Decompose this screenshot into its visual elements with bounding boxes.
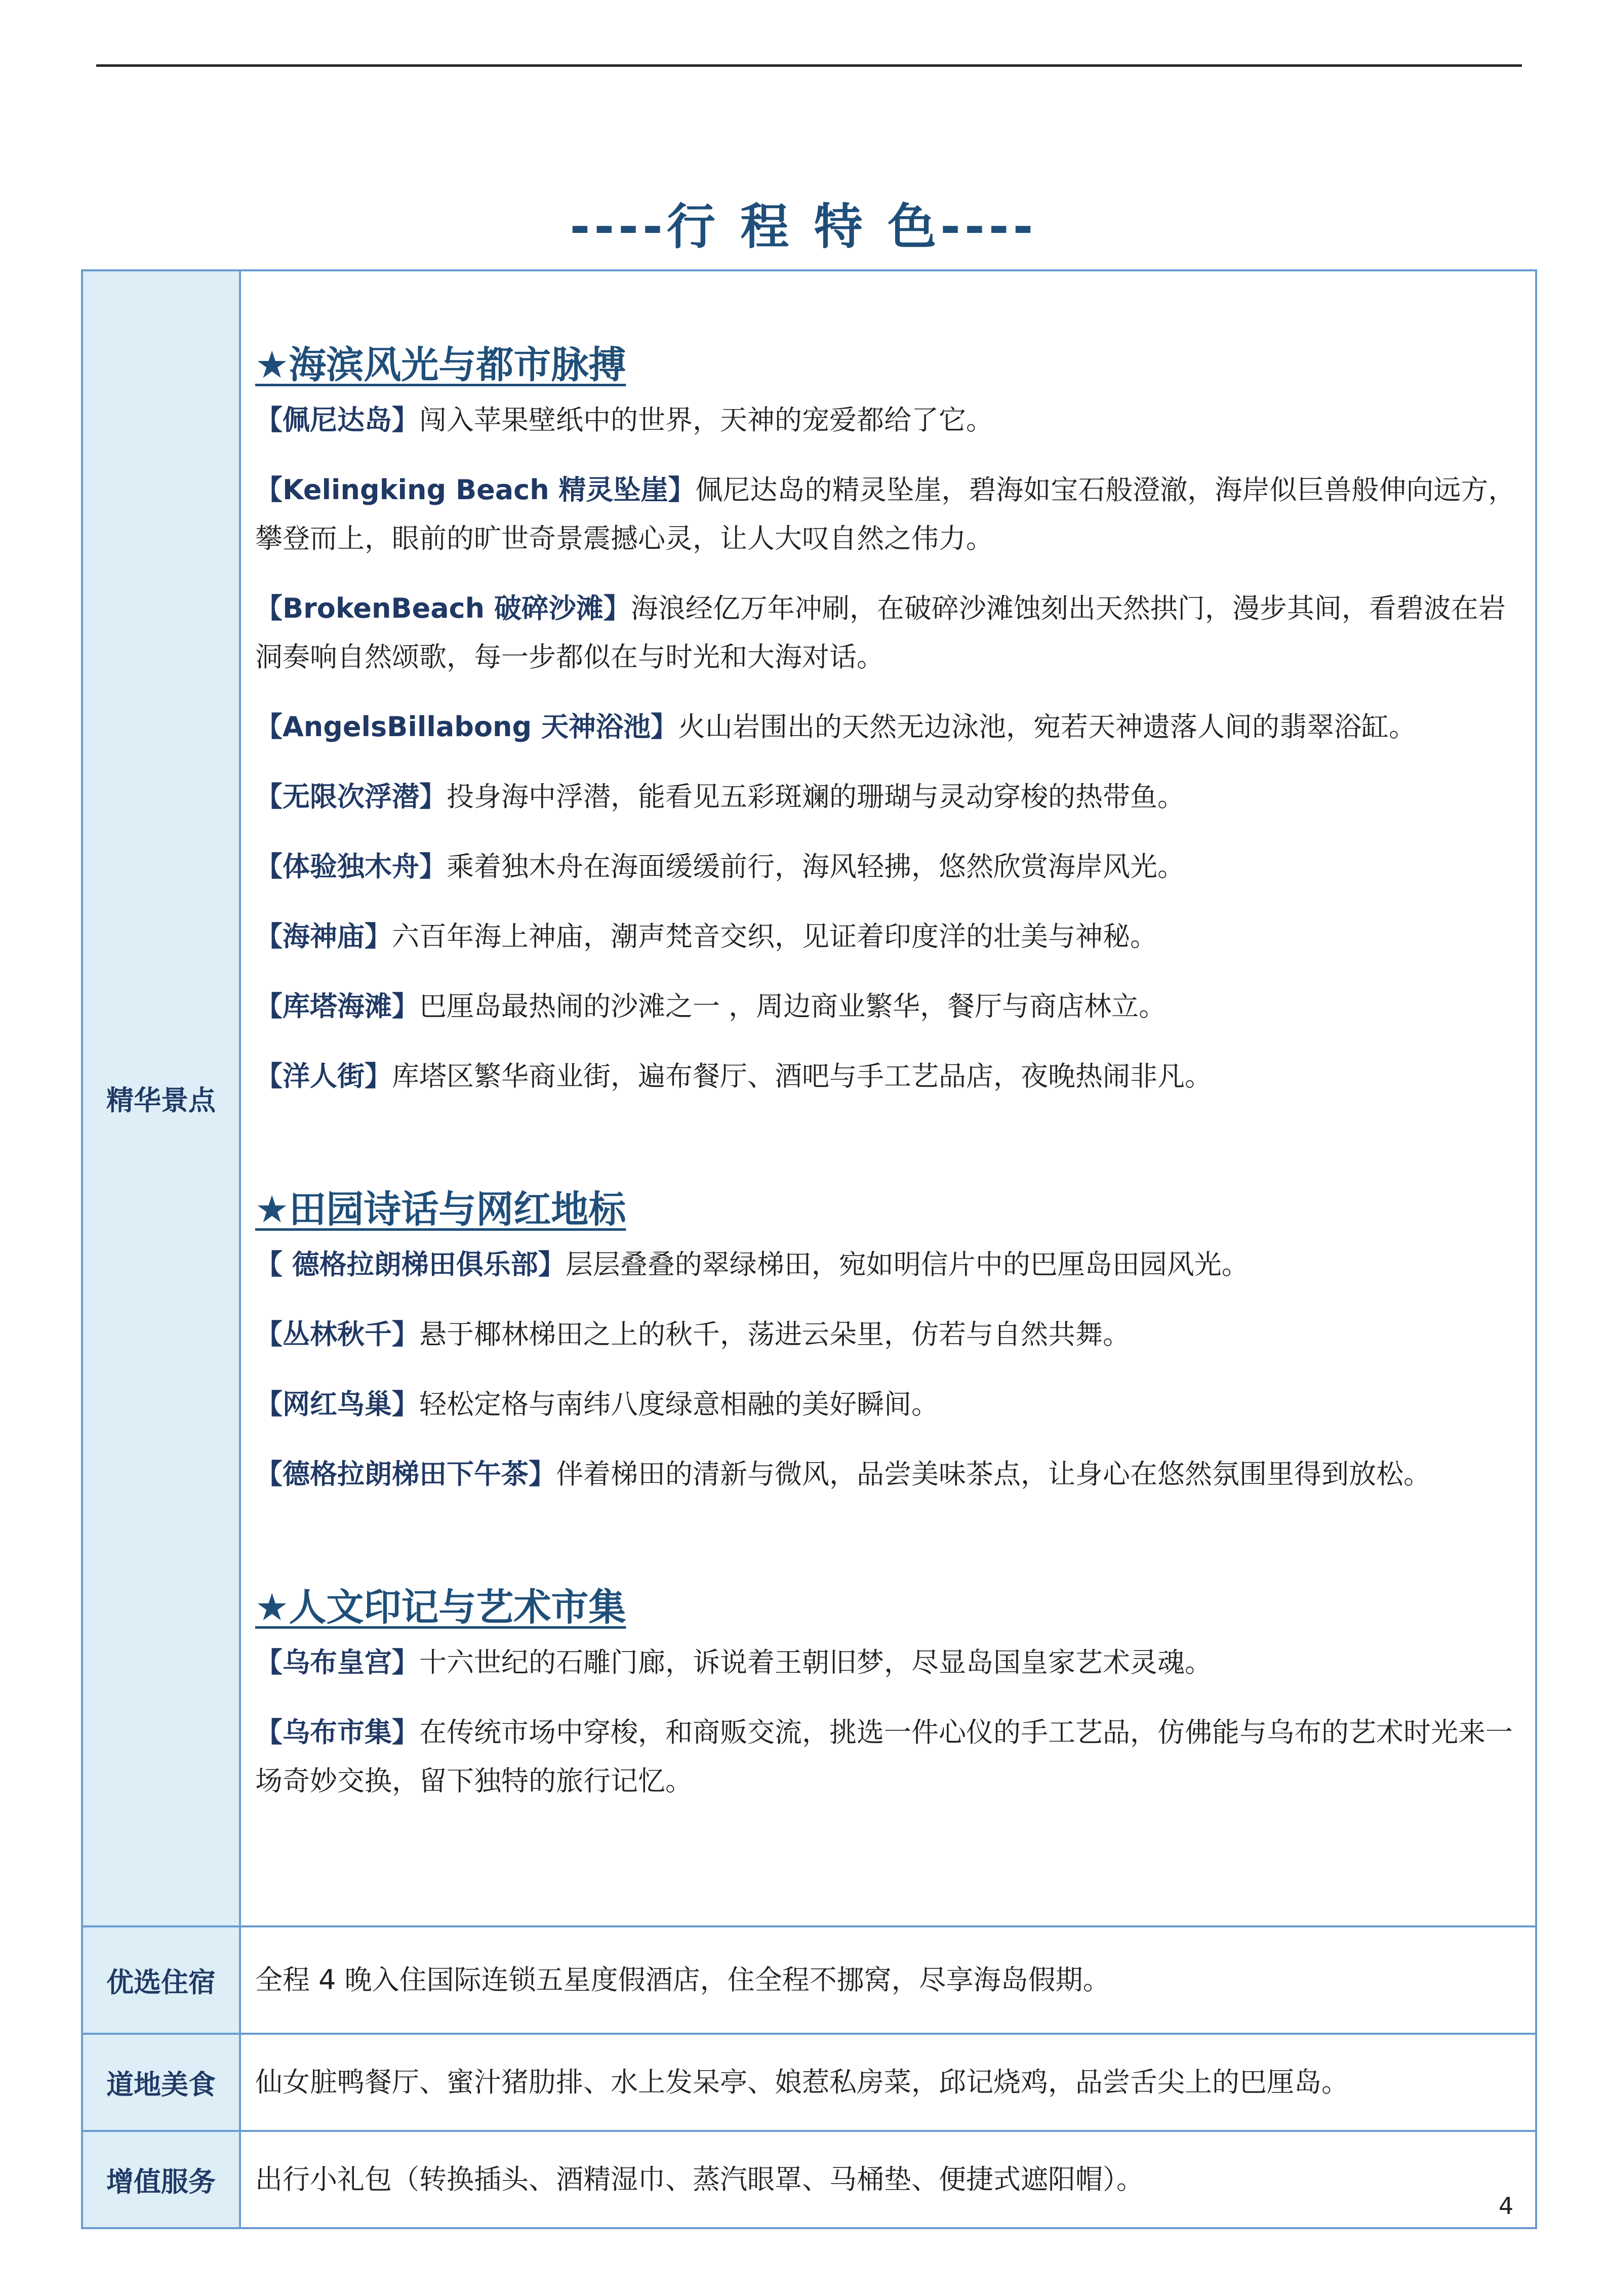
list-item bbox=[255, 773, 1521, 821]
section-spacer bbox=[255, 1122, 1521, 1182]
list-item bbox=[255, 1240, 1521, 1289]
item-name: 【洋人街】 bbox=[255, 1060, 392, 1092]
item-name: 【AngelsBillabong 天神浴池】 bbox=[255, 711, 678, 743]
item-desc: 在传统市场中穿梭，和商贩交流，挑选一件心仪的手工艺品，仿佛能与乌布的艺术时光来一场奇妙交换，留下独特的旅行记忆。 bbox=[255, 1716, 1513, 1797]
item-name: 【网红鸟巢】 bbox=[255, 1388, 419, 1420]
item-desc: 闯入苹果壁纸中的世界，天神的宠爱都给了它。 bbox=[419, 404, 993, 436]
item-name: 【 德格拉朗梯田俱乐部】 bbox=[255, 1248, 566, 1280]
item-name: 【BrokenBeach 破碎沙滩】 bbox=[255, 592, 631, 624]
item-name: 【乌布市集】 bbox=[255, 1716, 419, 1748]
list-item bbox=[255, 1380, 1521, 1429]
hotel-row bbox=[82, 1926, 1536, 2034]
food-text: 仙女脏鸭餐厅、蜜汁猪肋排、水上发呆亭、娘惹私房菜，邱记烧鸡，品尝舌尖上的巴厘岛。 bbox=[240, 2034, 1536, 2131]
item-desc: 悬于椰林梯田之上的秋千，荡进云朵里，仿若与自然共舞。 bbox=[419, 1318, 1130, 1350]
hotel-label: 优选住宿 bbox=[82, 1926, 240, 2034]
header-rule bbox=[96, 64, 1522, 67]
list-item bbox=[255, 1708, 1521, 1805]
item-desc: 火山岩围出的天然无边泳池，宛若天神遗落人间的翡翠浴缸。 bbox=[677, 711, 1416, 743]
item-desc: 轻松定格与南纬八度绿意相融的美好瞬间。 bbox=[419, 1388, 939, 1420]
list-item bbox=[255, 1052, 1521, 1101]
list-item bbox=[255, 584, 1521, 681]
item-name: 【Kelingking Beach 精灵坠崖】 bbox=[255, 474, 696, 506]
section-heading-coast: ★海滨风光与都市脉搏 bbox=[255, 343, 626, 387]
section-heading-rice-terrace: ★田园诗话与网红地标 bbox=[255, 1188, 626, 1231]
item-name: 【体验独木舟】 bbox=[255, 851, 447, 882]
item-desc: 海浪经亿万年冲刷，在破碎沙滩蚀刻出天然拱门，漫步其间，看碧波在岩洞奏响自然颂歌，每一步都似在与时光和大海对话。 bbox=[255, 592, 1506, 673]
item-desc: 库塔区繁华商业街，遍布餐厅、酒吧与手工艺品店，夜晚热闹非凡。 bbox=[392, 1060, 1212, 1092]
list-item bbox=[255, 1638, 1521, 1687]
list-item bbox=[255, 396, 1521, 445]
food-row bbox=[82, 2034, 1536, 2131]
attractions-label: 精华景点 bbox=[82, 270, 240, 1926]
item-desc: 投身海中浮潜，能看见五彩斑斓的珊瑚与灵动穿梭的热带鱼。 bbox=[447, 781, 1185, 813]
attractions-row bbox=[82, 270, 1536, 1926]
service-label: 增值服务 bbox=[82, 2131, 240, 2228]
page-title: ----行 程 特 色---- bbox=[570, 198, 1037, 255]
hotel-text: 全程 4 晚入住国际连锁五星度假酒店，住全程不挪窝，尽享海岛假期。 bbox=[240, 1926, 1536, 2034]
list-item bbox=[255, 842, 1521, 891]
food-label: 道地美食 bbox=[82, 2034, 240, 2131]
item-desc: 伴着梯田的清新与微风，品尝美味茶点，让身心在悠然氛围里得到放松。 bbox=[556, 1458, 1431, 1490]
list-item bbox=[255, 1310, 1521, 1359]
item-desc: 佩尼达岛的精灵坠崖，碧海如宝石般澄澈，海岸似巨兽般伸向远方，攀登而上，眼前的旷世奇景震撼心灵，让人大叹自然之伟力。 bbox=[255, 474, 1516, 554]
item-name: 【库塔海滩】 bbox=[255, 990, 419, 1022]
item-desc: 乘着独木舟在海面缓缓前行，海风轻拂，悠然欣赏海岸风光。 bbox=[447, 851, 1185, 882]
item-name: 【无限次浮潜】 bbox=[255, 781, 447, 813]
page-number: 4 bbox=[1499, 2192, 1514, 2220]
section-spacer bbox=[255, 1520, 1521, 1580]
item-name: 【德格拉朗梯田下午茶】 bbox=[255, 1458, 556, 1490]
item-name: 【佩尼达岛】 bbox=[255, 404, 419, 436]
item-name: 【丛林秋千】 bbox=[255, 1318, 419, 1350]
item-name: 【乌布皇宫】 bbox=[255, 1646, 419, 1678]
attractions-content bbox=[240, 270, 1536, 1926]
item-desc: 六百年海上神庙，潮声梵音交织，见证着印度洋的壮美与神秘。 bbox=[392, 920, 1157, 952]
list-item bbox=[255, 703, 1521, 751]
list-item bbox=[255, 466, 1521, 563]
service-row bbox=[82, 2131, 1536, 2228]
section-heading-culture: ★人文印记与艺术市集 bbox=[255, 1586, 626, 1629]
list-item bbox=[255, 982, 1521, 1031]
service-text: 出行小礼包（转换插头、酒精湿巾、蒸汽眼罩、马桶垫、便捷式遮阳帽）。 bbox=[240, 2131, 1536, 2228]
list-item bbox=[255, 1450, 1521, 1499]
list-item bbox=[255, 912, 1521, 961]
item-desc: 巴厘岛最热闹的沙滩之一 ，周边商业繁华，餐厅与商店林立。 bbox=[419, 990, 1167, 1022]
item-name: 【海神庙】 bbox=[255, 920, 392, 952]
item-desc: 层层叠叠的翠绿梯田，宛如明信片中的巴厘岛田园风光。 bbox=[565, 1248, 1249, 1280]
item-desc: 十六世纪的石雕门廊，诉说着王朝旧梦，尽显岛国皇家艺术灵魂。 bbox=[419, 1646, 1212, 1678]
itinerary-features-table bbox=[81, 269, 1537, 2229]
